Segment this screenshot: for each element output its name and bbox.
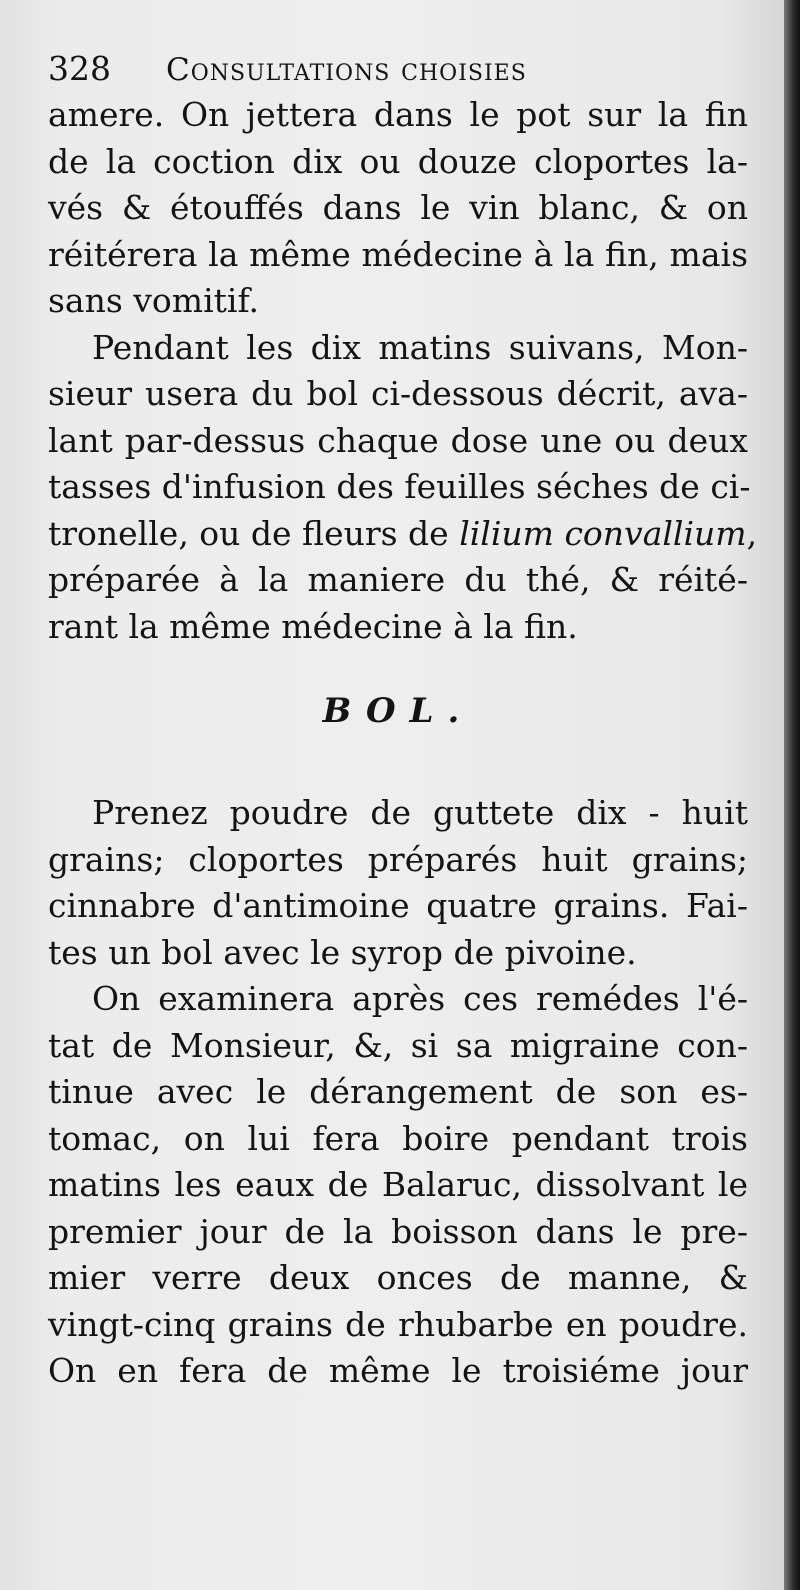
text-line: préparée à la maniere du thé, & réité-: [48, 560, 748, 599]
page-number: 328: [48, 49, 111, 88]
text-line: grains; cloportes préparés huit grains;: [48, 839, 748, 879]
text-line: vingt-cinq grains de rhubarbe en poudre.: [48, 1304, 748, 1344]
text-line: tat de Monsieur, &, si sa migraine con-: [48, 1025, 748, 1065]
text-line: mier verre deux onces de manne, &: [48, 1258, 748, 1297]
text-fragment: tronelle, ou de fleurs de: [48, 513, 460, 553]
text-line: vés & étouffés dans le vin blanc, & on: [48, 188, 748, 227]
section-heading: BOL.: [322, 691, 474, 731]
page-edge-shadow: [784, 0, 800, 1590]
text-line: tes un bol avec le syrop de pivoine.: [48, 932, 637, 972]
text-line: réitérera la même médecine à la fin, mais: [48, 234, 748, 274]
text-line: [48, 511, 758, 558]
text-column: [48, 46, 758, 1395]
text-line: rant la même médecine à la fin.: [48, 606, 578, 646]
text-line: tinue avec le dérangement de son es-: [48, 1072, 748, 1111]
text-line: lant par-dessus chaque dose une ou deux: [48, 420, 748, 460]
text-fragment: ,: [746, 513, 758, 553]
text-line: premier jour de la boisson dans le pre-: [48, 1211, 748, 1251]
text-line: cinnabre d'antimoine quatre grains. Fai-: [48, 886, 748, 925]
text-line: Prenez poudre de guttete dix - huit: [92, 793, 748, 832]
paragraph-1: [48, 92, 748, 325]
text-line: On en fera de même le troisiéme jour: [48, 1351, 748, 1390]
text-line: On examinera après ces remédes l'é-: [92, 979, 748, 1018]
text-line: sans vomitif.: [48, 281, 259, 320]
running-head: [48, 46, 748, 92]
text-line: tomac, on lui fera boire pendant trois: [48, 1118, 748, 1158]
paragraph-3: [48, 790, 748, 976]
running-title: Consultations choisies: [166, 52, 527, 88]
paragraph-4: [48, 976, 748, 1395]
text-line: Pendant les dix matins suivans, Mon-: [92, 327, 748, 367]
text-line: amere. On jettera dans le pot sur la fin: [48, 95, 748, 134]
latin-term: lilium convallium: [459, 513, 747, 553]
paragraph-2: [48, 325, 758, 651]
text-line: tasses d'infusion des feuilles séches de ci-: [48, 467, 751, 506]
text-line: sieur usera du bol ci-dessous décrit, ava-: [48, 374, 748, 413]
text-line: matins les eaux de Balaruc, dissolvant le: [48, 1165, 748, 1204]
text-line: de la coction dix ou douze cloportes la-: [48, 141, 748, 181]
